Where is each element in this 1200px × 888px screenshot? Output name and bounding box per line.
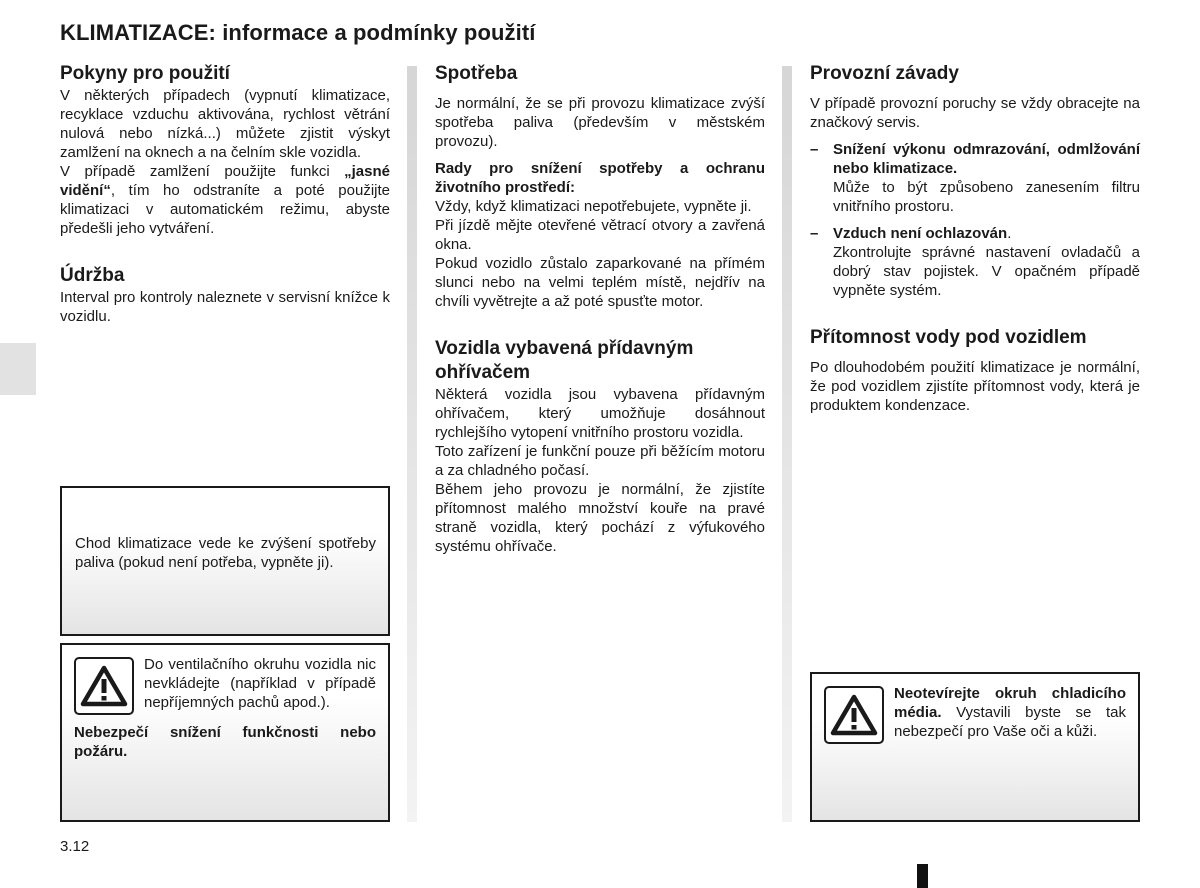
paragraph: V některých případech (vypnutí klimatizace, recyklace vzduchu aktivována, rychlost větrání nulová nebo nízká...) můžete zjistit výskyt zamlžení na oknech a na čelním skle vozidla. xyxy=(60,87,390,161)
list-item-title: Vzduch není ochlazován xyxy=(833,225,1008,242)
paragraph: Toto zařízení je funkční pouze při běžícím motoru a za chladného počasí. xyxy=(435,443,765,479)
section-heading-ohrivac: Vozidla vybavená přídavným ohřívačem xyxy=(435,338,694,383)
section-heading-spotreba: Spotřeba xyxy=(435,63,518,84)
warning-triangle-icon xyxy=(74,657,134,715)
column-left xyxy=(60,62,390,326)
subheading-rady: Rady pro snížení spotřeby a ochranu životního prostředí: xyxy=(435,160,765,196)
period: . xyxy=(1007,225,1012,242)
text-run: V případě zamlžení použijte funkci xyxy=(60,163,345,180)
paragraph: Pokud vozidlo zůstalo zaparkované na přímém slunci nebo na velmi teplém místě, nejdřív na chvíli vyvětrejte a až poté spusťte motor. xyxy=(435,255,765,310)
text-run: Vystavili byste se tak nebezpečí pro Vaše oči a kůži. xyxy=(894,704,1126,740)
paragraph: Při jízdě mějte otevřené větrací otvory a zavřená okna. xyxy=(435,217,765,253)
list-item-text: Může to být způsobeno zanesením filtru vnitřního prostoru. xyxy=(833,179,1140,215)
column-separator xyxy=(782,66,792,822)
paragraph: Některá vozidla jsou vybavena přídavným ohřívačem, který umožňuje dosáhnout rychlejšího vytopení vnitřního prostoru vozidla. xyxy=(435,386,765,441)
section-heading-pokyny: Pokyny pro použití xyxy=(60,63,230,84)
paragraph: Je normální, že se při provozu klimatizace zvýší spotřeba paliva (především v městském provozu). xyxy=(435,95,765,150)
warning-text xyxy=(894,684,1126,744)
section-heading-voda: Přítomnost vody pod vozidlem xyxy=(810,327,1087,348)
column-right xyxy=(810,62,1140,415)
section-heading-zavady: Provozní závady xyxy=(810,63,959,84)
warning-emphasis: Neotevírejte okruh chladicího média. xyxy=(894,685,1126,721)
info-box xyxy=(60,486,390,636)
page-title: KLIMATIZACE: informace a podmínky použití xyxy=(60,20,536,45)
column-separator xyxy=(407,66,417,822)
list-item xyxy=(810,140,1140,216)
list-item-text: Zkontrolujte správné nastavení ovladačů a dobrý stav pojistek. V opačném případě vypněte systém. xyxy=(833,244,1140,299)
list-item xyxy=(810,224,1140,300)
dash-bullet: – xyxy=(810,225,819,242)
paragraph: Po dlouhodobém použití klimatizace je normální, že pod vozidlem zjistíte přítomnost vody, která je produktem kondenzace. xyxy=(810,359,1140,414)
paragraph: Během jeho provozu je normální, že zjistíte přítomnost malého množství kouře na pravé straně vozidla, který pochází z výfukového systému ohřívače. xyxy=(435,481,765,555)
dash-bullet: – xyxy=(810,141,819,158)
warning-box-ventilation xyxy=(60,643,390,822)
paragraph xyxy=(60,162,390,238)
section-heading-udrzba: Údržba xyxy=(60,265,125,286)
warning-emphasis: Nebezpečí snížení funkčnosti nebo požáru. xyxy=(74,724,376,760)
page-number: 3.12 xyxy=(60,838,90,855)
text-run: , tím ho odstraníte a poté použijte klimatizaci v automatickém režimu, abyste předešli jeho vytváření. xyxy=(60,182,390,237)
warning-box-refrigerant xyxy=(810,672,1140,822)
paragraph: Interval pro kontroly naleznete v servisní knížce k vozidlu. xyxy=(60,289,390,325)
chapter-tab-marker xyxy=(0,343,36,395)
paragraph: Vždy, když klimatizaci nepotřebujete, vypněte ji. xyxy=(435,198,752,215)
column-middle xyxy=(435,62,765,556)
info-box-text: Chod klimatizace vede ke zvýšení spotřeby paliva (pokud není potřeba, vypněte ji). xyxy=(75,535,376,571)
paragraph: V případě provozní poruchy se vždy obracejte na značkový servis. xyxy=(810,95,1140,131)
warning-text: Do ventilačního okruhu vozidla nic nevkládejte (například v případě nepříjemných pachů apod.). xyxy=(144,656,376,711)
list-item-title: Snížení výkonu odmrazování, odmlžování nebo klimatizace. xyxy=(833,141,1140,177)
text-run-bold: „jasné vidění“ xyxy=(60,163,390,199)
warning-triangle-icon xyxy=(824,686,884,744)
page-edge-marker xyxy=(917,864,928,888)
list-item-title-line xyxy=(833,224,1140,243)
